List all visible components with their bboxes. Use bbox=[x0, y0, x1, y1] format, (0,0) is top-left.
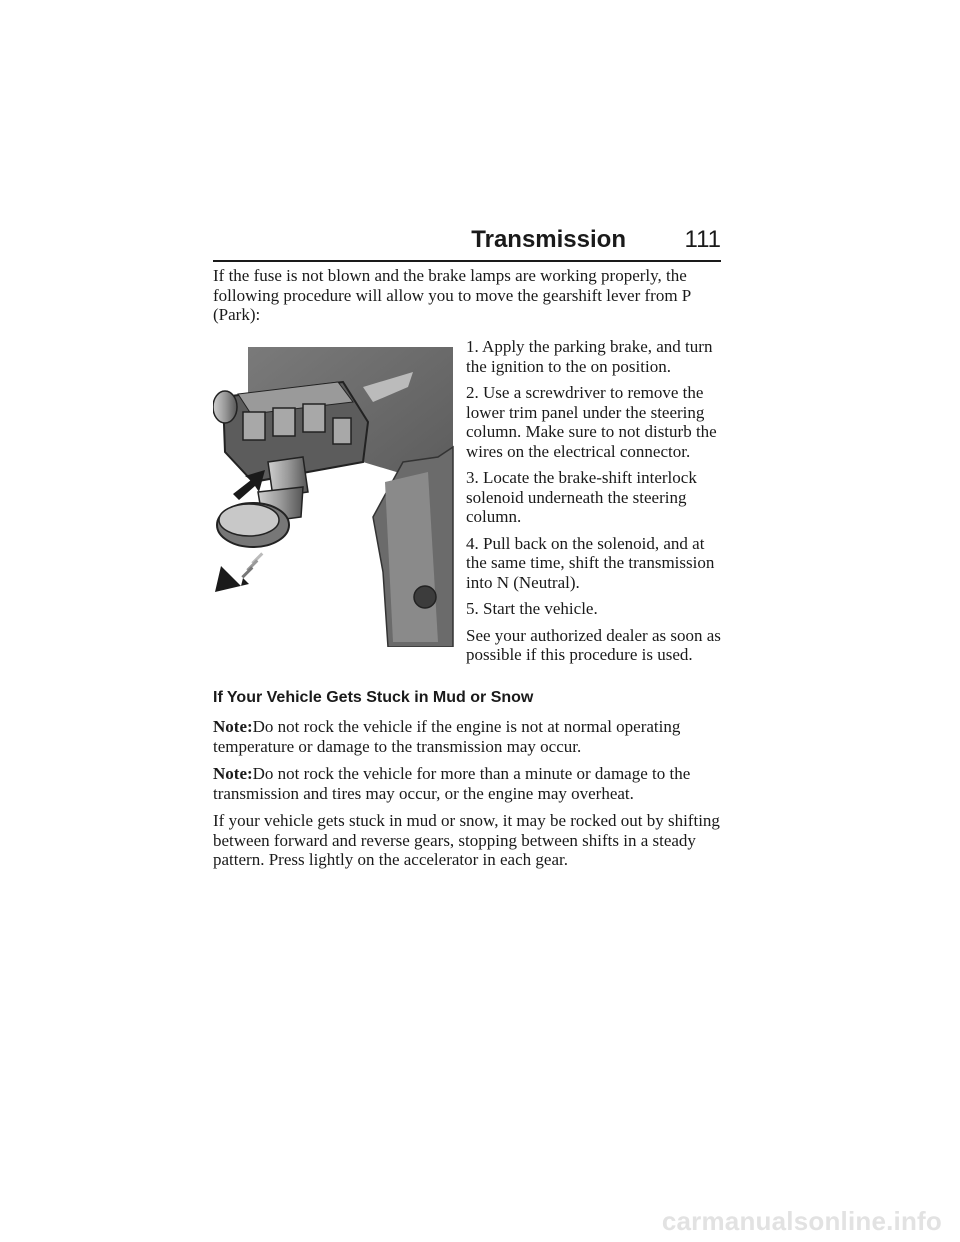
page-number: 111 bbox=[684, 226, 721, 253]
connector-pin bbox=[243, 412, 265, 440]
step-1: 1. Apply the parking brake, and turn the ignition to the on position. bbox=[466, 337, 713, 376]
stuck-section bbox=[213, 688, 723, 878]
bolt-head bbox=[414, 586, 436, 608]
solenoid-illustration-svg bbox=[213, 342, 456, 647]
wire-end bbox=[213, 391, 237, 423]
dealer-advice: See your authorized dealer as soon as possible if this procedure is used. bbox=[466, 625, 721, 664]
solenoid-illustration bbox=[213, 342, 456, 647]
solenoid-knob-face bbox=[219, 504, 279, 536]
step-3: 3. Locate the brake-shift interlock solenoid underneath the steering column. bbox=[466, 468, 697, 526]
note-text: Do not rock the vehicle for more than a minute or damage to the transmission and tires may occur, or the engine may overheat. bbox=[213, 764, 691, 803]
note-text: Do not rock the vehicle if the engine is not at normal operating temperature or damage to the transmission may occur. bbox=[213, 717, 681, 756]
section-title: Transmission bbox=[471, 226, 626, 253]
intro-paragraph: If the fuse is not blown and the brake lamps are working properly, the following procedure will allow you to move the gearshift lever from P (Park): bbox=[213, 266, 691, 324]
pull-arrow-icon bbox=[215, 552, 263, 592]
step-5: 5. Start the vehicle. bbox=[466, 599, 598, 618]
procedure-steps bbox=[466, 337, 724, 672]
connector-pin bbox=[333, 418, 351, 444]
note-label: Note: bbox=[213, 717, 253, 736]
step-4: 4. Pull back on the solenoid, and at the same time, shift the transmission into N (Neutral). bbox=[466, 533, 715, 592]
section-heading: If Your Vehicle Gets Stuck in Mud or Snow bbox=[213, 689, 534, 706]
rocking-paragraph: If your vehicle gets stuck in mud or snow, it may be rocked out by shifting between forward and reverse gears, stopping between shifts in a steady pattern. Press lightly on the accelerator in each gear. bbox=[213, 811, 720, 869]
connector-pin bbox=[303, 404, 325, 432]
step-2: 2. Use a screwdriver to remove the lower trim panel under the steering column. Make sure to not disturb the wires on the electrical connector. bbox=[466, 383, 717, 461]
connector-pin bbox=[273, 408, 295, 436]
watermark: carmanualsonline.info bbox=[661, 1206, 942, 1236]
note-label: Note: bbox=[213, 764, 253, 783]
header-rule bbox=[213, 260, 721, 262]
note-1 bbox=[213, 717, 723, 756]
page-header bbox=[213, 224, 721, 262]
note-2 bbox=[213, 764, 723, 803]
